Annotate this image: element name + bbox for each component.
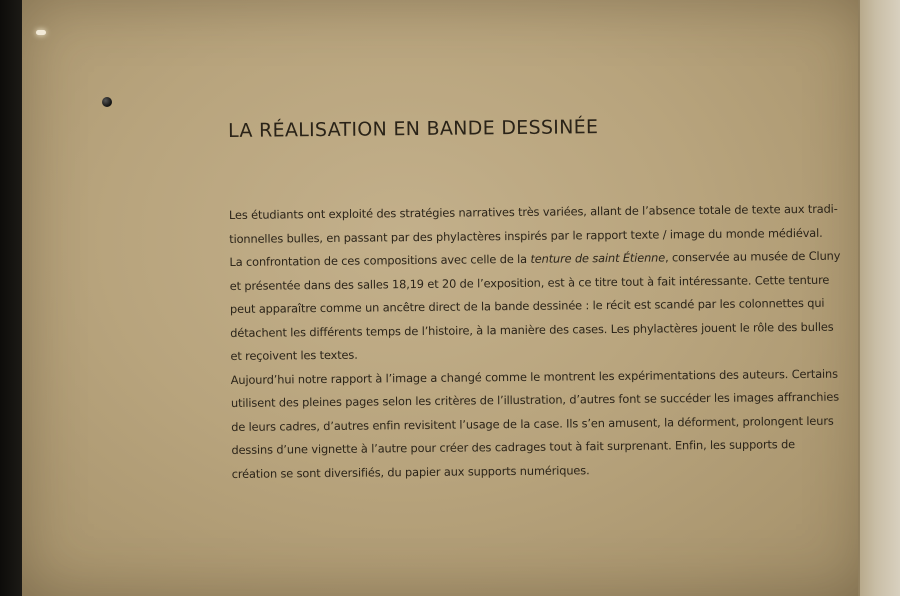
paragraph-2 — [230, 363, 840, 486]
paragraph-1 — [228, 199, 841, 369]
text-line: et présentée dans des salles 18,19 et 20 de l’exposition, est à ce titre tout à fait intéressante. Cette tenture — [229, 272, 830, 293]
artwork-title: tenture de saint Étienne — [530, 250, 666, 266]
text-segment: , conservée au musée de Cluny — [664, 248, 841, 265]
light-wall — [860, 0, 900, 596]
text-line: dessins d’une vignette à l’autre pour créer des cadrages tout à fait surprenant. Enfin, les supports de — [231, 437, 796, 457]
text-line: et reçoivent les textes. — [230, 347, 358, 363]
text-segment: La confrontation de ces compositions avec celle de la — [229, 251, 531, 269]
text-line: tionnelles bulles, en passant par des phylactères inspirés par le rapport texte / image du monde médiéval. — [229, 225, 823, 246]
panel-text — [228, 115, 841, 486]
pin-icon — [102, 97, 112, 107]
text-line: utilisent des pleines pages selon les critères de l’illustration, d’autres font se succéder les images affranchies — [230, 389, 840, 410]
text-line: Les étudiants ont exploité des stratégies narratives très variées, allant de l’absence totale de texte aux tradi- — [228, 201, 838, 222]
text-line: Aujourd’hui notre rapport à l’image a changé comme le montrent les expérimentations des auteurs. Certains — [230, 366, 838, 387]
text-line: détachent les différents temps de l’histoire, à la manière des cases. Les phylactères jouent le rôle des bulles — [230, 319, 834, 340]
text-line: de leurs cadres, d’autres enfin revisitent l’usage de la case. Ils s’en amusent, la déforment, prolongent leurs — [231, 413, 834, 434]
light-reflection — [36, 30, 46, 35]
text-line: peut apparaître comme un ancêtre direct de la bande dessinée : le récit est scandé par les colonnettes qui — [229, 295, 825, 316]
panel-title: LA RÉALISATION EN BANDE DESSINÉE — [228, 116, 599, 142]
text-line: création se sont diversifiés, du papier aux supports numériques. — [231, 462, 590, 481]
